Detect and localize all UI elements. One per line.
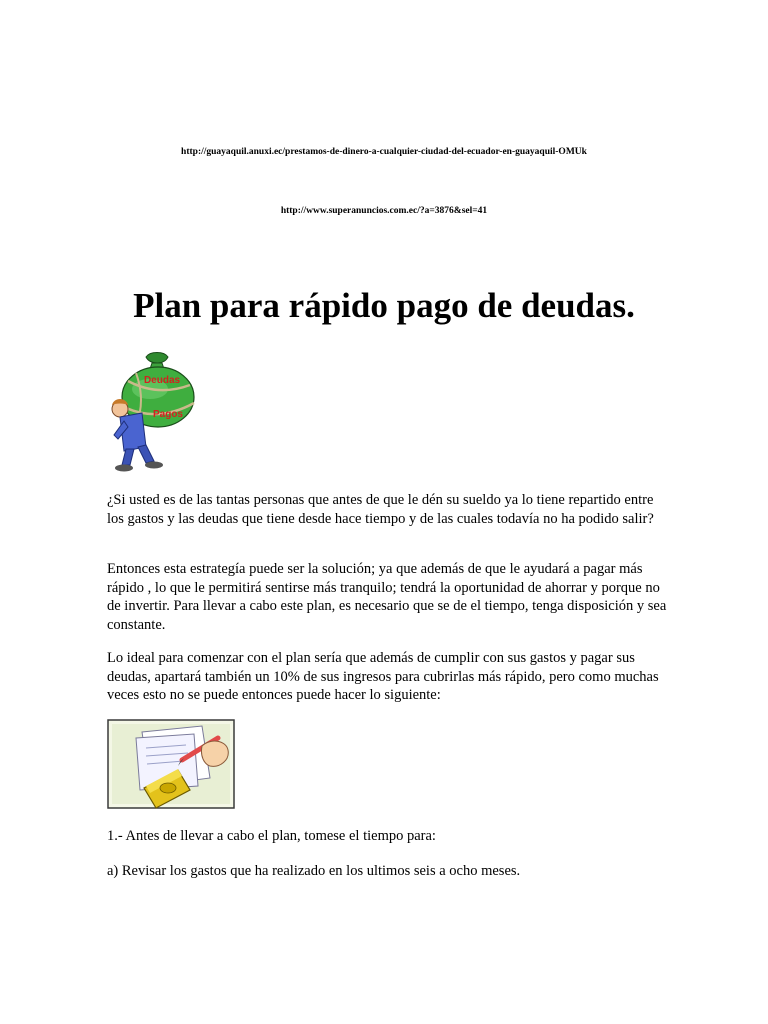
paragraph-intro-question: ¿Si usted es de las tantas personas que antes de que le dén su sueldo ya lo tiene repartido entre los gastos y las deudas que tiene desde hace tiempo y de las cuales todavía no ha podido salir? bbox=[107, 492, 654, 527]
page-title: Plan para rápido pago de deudas. bbox=[133, 286, 635, 325]
link-url-1[interactable]: http://guayaquil.anuxi.ec/prestamos-de-dinero-a-cualquier-ciudad-del-ecuador-en-guayaquil-OMUk bbox=[181, 147, 587, 157]
paragraph-step-1a: a) Revisar los gastos que ha realizado en los ultimos seis a ocho meses. bbox=[107, 863, 521, 879]
debt-sack-illustration bbox=[106, 351, 202, 475]
paragraph-ideal-plan: Lo ideal para comenzar con el plan sería que además de cumplir con sus gastos y pagar sus deudas, apartará también un 10% de sus ingresos para cubrirlas más rápido, pero como muchas veces esto no se puede entonces puede hacer lo siguiente: bbox=[107, 650, 659, 703]
paragraph-strategy: Entonces esta estrategía puede ser la solución; ya que además de que le ayudará a pagar más rápido , lo que le permitirá sentirse más tranquilo; tendrá la oportunidad de ahorrar y porque no de invertir. Para llevar a cabo este plan, es necesario que se de el tiempo, tenga disposición y sea constante. bbox=[107, 561, 667, 633]
bill-payment-illustration bbox=[106, 716, 238, 812]
paragraph-step-1: 1.- Antes de llevar a cabo el plan, tomese el tiempo para: bbox=[107, 828, 436, 844]
link-url-2[interactable]: http://www.superanuncios.com.ec/?a=3876&sel=41 bbox=[280, 206, 488, 216]
sack-label-bottom: Pagos bbox=[152, 409, 184, 420]
sack-label-top: Deudas bbox=[143, 375, 181, 386]
